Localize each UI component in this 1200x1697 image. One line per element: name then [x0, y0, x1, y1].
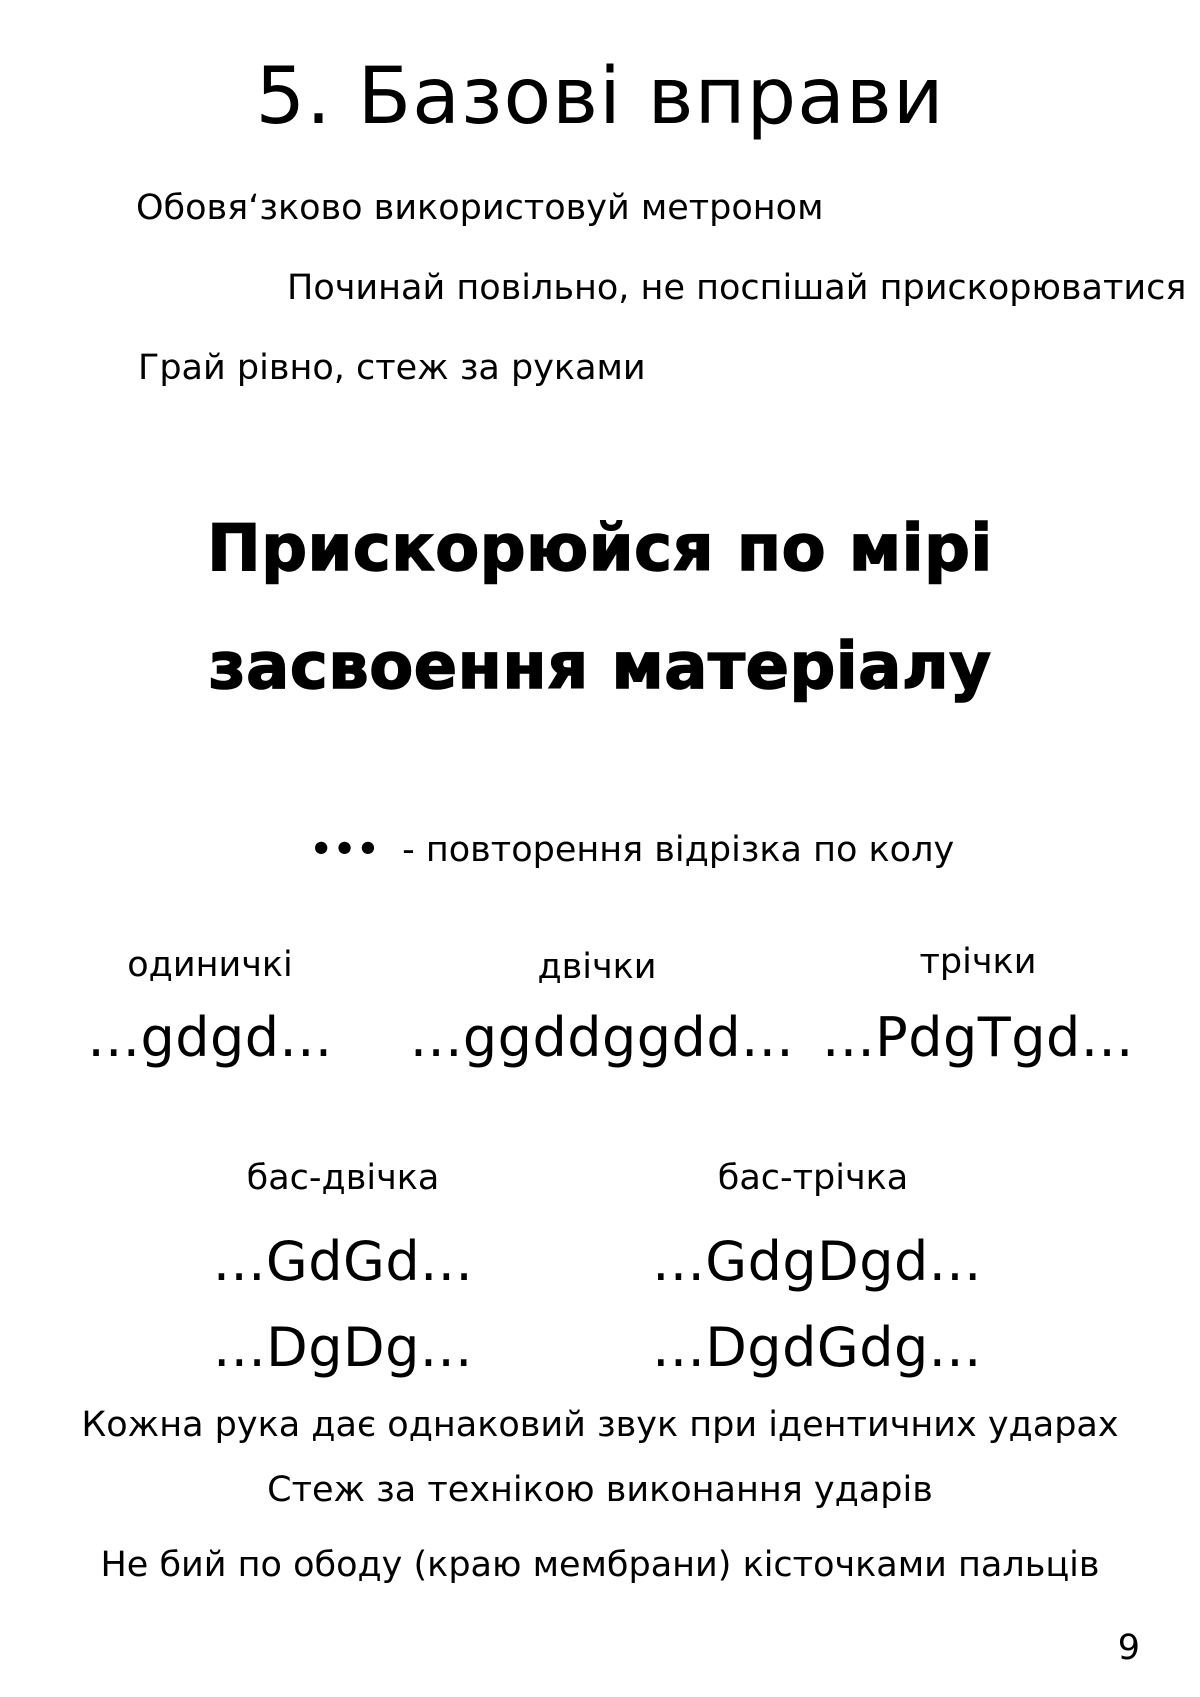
exercise-pattern-bass-doubles-2: ...DgDg...	[213, 1316, 473, 1379]
exercise-label-bass-doubles: бас-двічка	[246, 1158, 440, 1198]
note-watch-technique: Стеж за технікою виконання ударів	[267, 1470, 933, 1510]
note-rim-warning: Не бий по ободу (краю мембрани) кісточками пальців	[100, 1545, 1100, 1585]
repeat-legend	[310, 830, 954, 870]
exercise-label-doubles: двічки	[537, 947, 657, 987]
exercise-label-singles: одиничкі	[127, 945, 293, 985]
page-number: 9	[1117, 1628, 1140, 1668]
repeat-symbol: •••	[310, 830, 381, 870]
tip-play-evenly: Грай рівно, стеж за руками	[138, 348, 646, 388]
repeat-legend-text: - повторення відрізка по колу	[402, 830, 955, 870]
exercise-pattern-bass-triples-2: ...DgdGdg...	[652, 1316, 982, 1379]
headline-line-2: засвоення матеріалу	[208, 630, 992, 704]
exercise-pattern-bass-triples-1: ...GdgDgd...	[652, 1230, 982, 1293]
exercise-pattern-triples: ...PdgTgd...	[822, 1006, 1134, 1069]
exercise-label-bass-triples: бас-трічка	[717, 1158, 909, 1198]
exercise-pattern-singles: ...gdgd...	[87, 1006, 333, 1069]
exercise-label-triples: трічки	[919, 942, 1037, 982]
headline-line-1: Прискорюйся по мірі	[207, 512, 993, 586]
note-equal-sound: Кожна рука дає однаковий звук при ідентичних ударах	[81, 1405, 1119, 1445]
page-title: 5. Базові вправи	[255, 52, 945, 142]
tip-use-metronome: Обовя‘зково використовуй метроном	[136, 188, 824, 228]
exercise-pattern-bass-doubles-1: ...GdGd...	[212, 1230, 474, 1293]
exercise-pattern-doubles: ...ggddggdd...	[409, 1006, 795, 1069]
tip-start-slow: Починай повільно, не поспішай прискорюватися	[287, 268, 1187, 308]
